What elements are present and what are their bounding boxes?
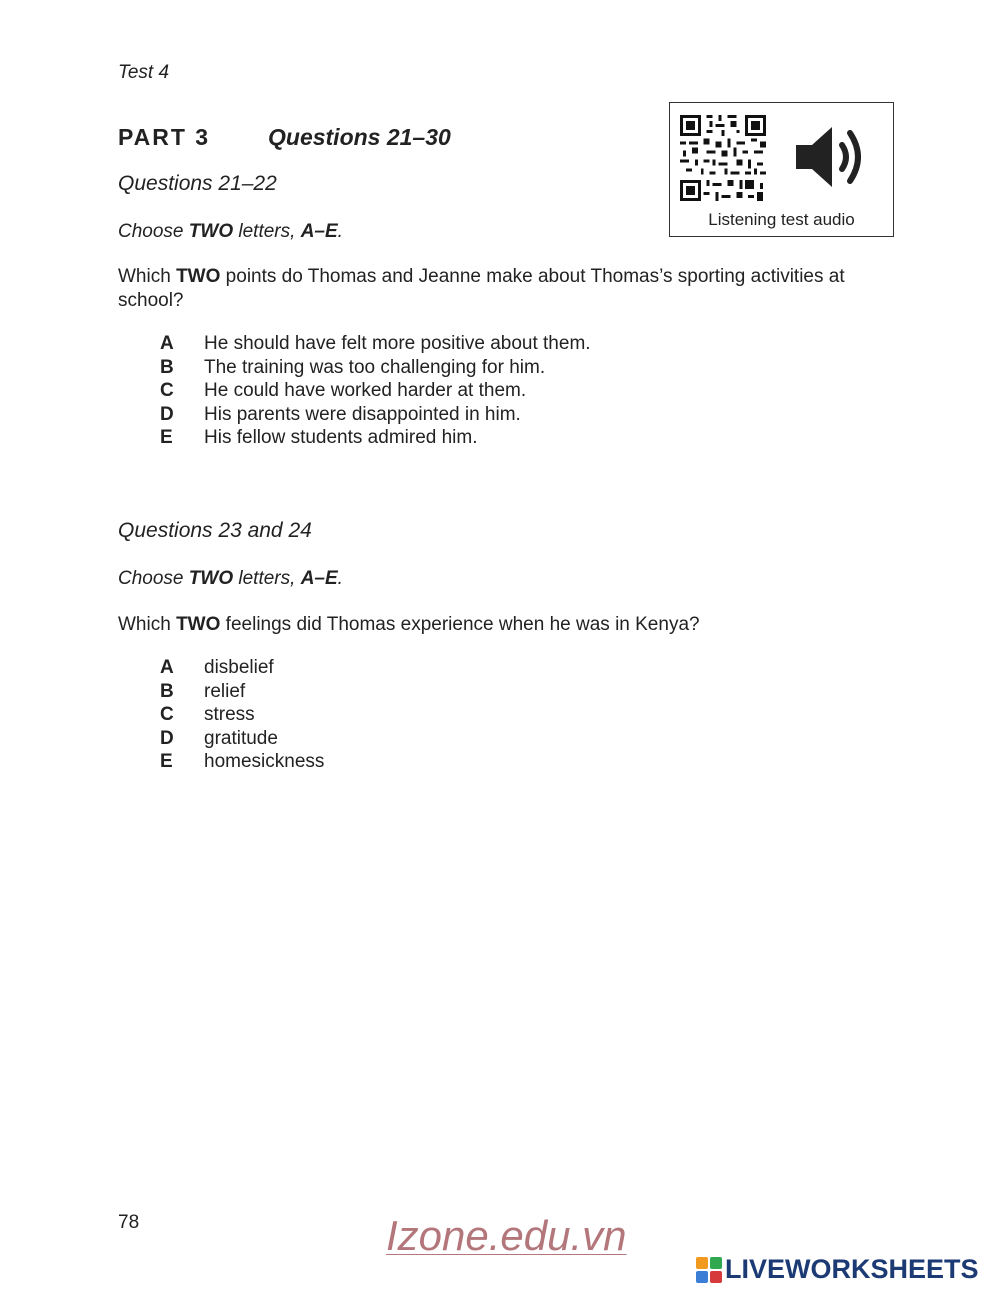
listening-audio-box[interactable] (669, 102, 894, 237)
part-heading: PART 3 (118, 124, 211, 150)
option-b[interactable]: B relief (160, 680, 246, 702)
option-b[interactable]: B The training was too challenging for him. (160, 356, 546, 378)
options-list-23-24 (160, 656, 324, 774)
question-prompt-23-24: Which TWO feelings did Thomas experience when he was in Kenya? (118, 614, 700, 635)
brand-name: LIVEWORKSHEETS (725, 1254, 979, 1284)
question-prompt-21-22: Which TWO points do Thomas and Jeanne make about Thomas’s sporting activities at school? (118, 266, 845, 311)
liveworksheets-logo[interactable] (696, 1254, 979, 1285)
watermark-link[interactable]: Izone.edu.vn (386, 1212, 627, 1259)
instruction-23-24: Choose TWO letters, A–E. (118, 568, 343, 589)
instruction-21-22: Choose TWO letters, A–E. (118, 221, 343, 242)
liveworksheets-mark-icon (696, 1257, 722, 1283)
option-d[interactable]: D gratitude (160, 727, 278, 749)
page-number: 78 (118, 1212, 140, 1233)
option-a[interactable]: A disbelief (160, 657, 274, 678)
options-list-21-22 (160, 332, 591, 450)
option-d[interactable]: D His parents were disappointed in him. (160, 403, 521, 425)
test-label: Test 4 (118, 62, 170, 83)
qr-code-icon[interactable] (680, 115, 766, 201)
questions-range-21-22: Questions 21–22 (118, 172, 277, 195)
option-c[interactable]: C stress (160, 704, 255, 725)
option-e[interactable]: E homesickness (160, 751, 325, 772)
audio-caption: Listening test audio (708, 210, 855, 229)
option-c[interactable]: C He could have worked harder at them. (160, 380, 527, 401)
questions-range-23-24: Questions 23 and 24 (118, 519, 312, 542)
part-subtitle: Questions 21–30 (268, 124, 451, 150)
speaker-icon[interactable] (792, 121, 870, 193)
option-a[interactable]: A He should have felt more positive about them. (160, 333, 591, 354)
option-e[interactable]: E His fellow students admired him. (160, 427, 478, 448)
